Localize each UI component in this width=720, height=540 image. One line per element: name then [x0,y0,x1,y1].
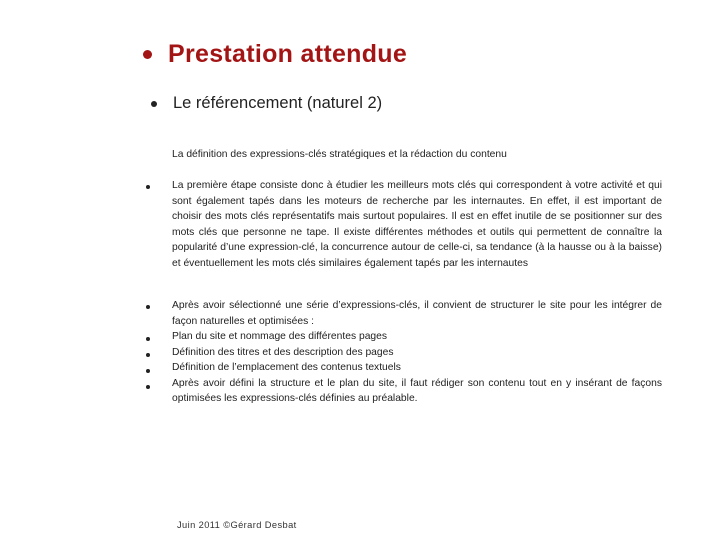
title-row [143,40,407,69]
slide-title: Prestation attendue [168,40,408,68]
slide-subtitle: Le référencement (naturel 2) [173,94,383,112]
subtitle-row [151,94,382,113]
title-bullet [143,50,152,59]
list-item: Définition de l’emplacement des contenus textuels [172,362,401,373]
list-item: Après avoir sélectionné une série d’expressions-clés, il convient de structurer le site pour les intégrer de façon naturelles et optimisées : [172,300,662,327]
item-list [172,298,662,407]
intro-text: La définition des expressions-clés stratégiques et la rédaction du contenu [172,149,507,160]
list-item: Après avoir défini la structure et le plan du site, il faut rédiger son contenu tout en y insérant de façons optimisées les expressions-clés définies au préalable. [172,377,662,404]
bullet-item-1 [146,305,150,309]
bullet-item-5 [146,385,150,389]
bullet-item-4 [146,369,150,373]
list-item: Définition des titres et des description des pages [172,346,394,358]
paragraph-1: La première étape consiste donc à étudier les meilleurs mots clés qui correspondent à votre activité et qui sont également tapés dans les moteurs de recherche par les internautes. En effet, il est important de choisir des mots clés représentatifs mais surtout populaires. Il est en effet inutile de se positionner sur des mots clés que personne ne tape. Il existe différentes méthodes et outils qui permettent de connaître la popularité d’une expression-clé, la concurrence autour de celle-ci, sa tendance (à la hausse ou à la baisse) et éventuellement les mots clés similaires également tapés par les internautes [172,180,662,269]
bullet-item-2 [146,337,150,341]
subtitle-bullet [151,101,157,107]
bullet-item-3 [146,353,150,357]
footer-text: Juin 2011 ©Gérard Desbat [177,520,297,530]
bullet-paragraph1 [146,185,150,189]
list-item: Plan du site et nommage des différentes pages [172,331,388,342]
